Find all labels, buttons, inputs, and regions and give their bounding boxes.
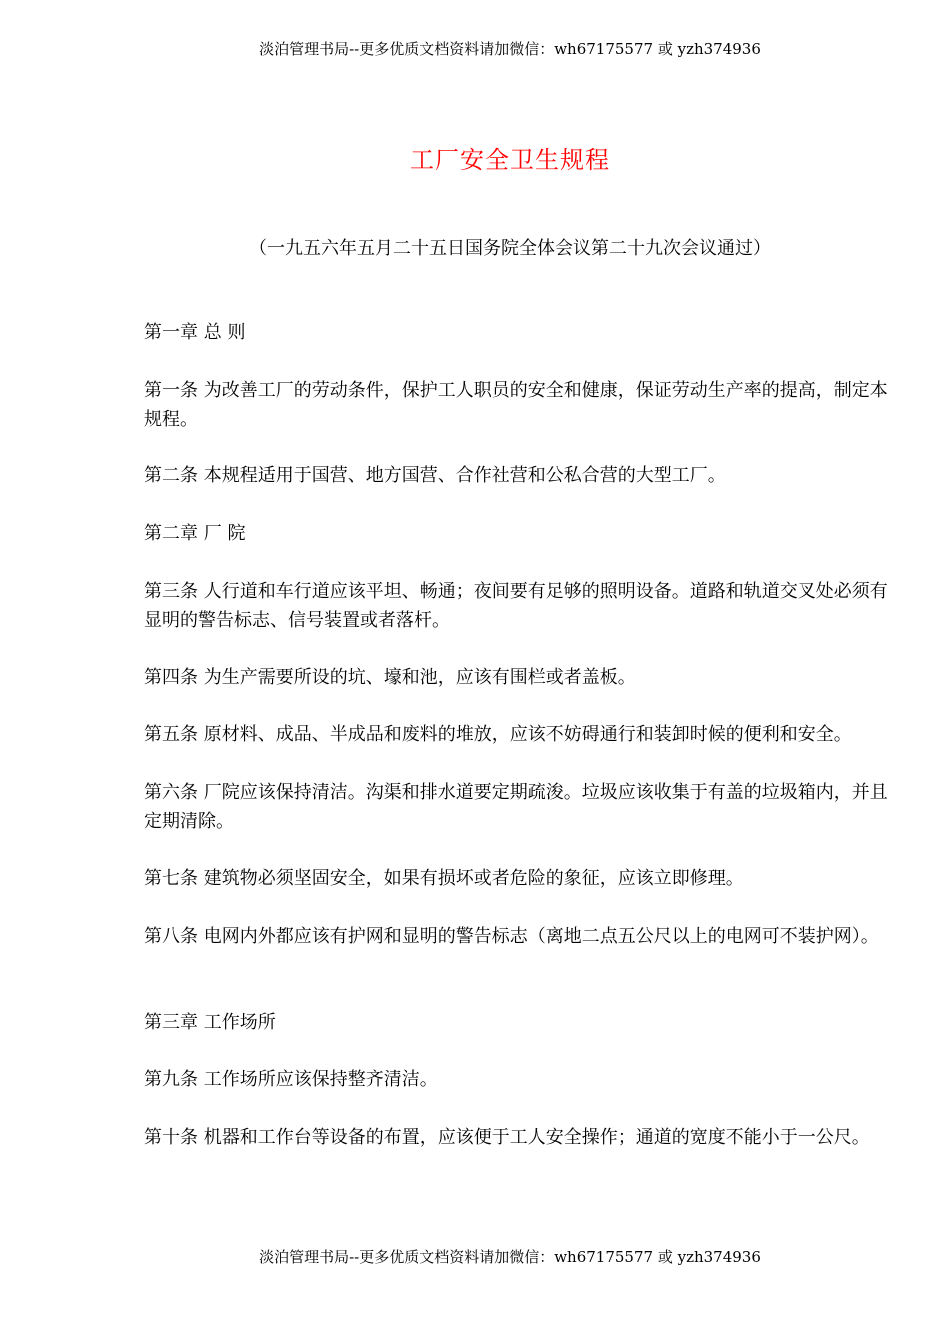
article-3: 第三条 人行道和车行道应该平坦、畅通；夜间要有足够的照明设备。道路和轨道交叉处必须有显明的警告标志、信号装置或者落杆。 <box>144 581 888 631</box>
article-10: 第十条 机器和工作台等设备的布置，应该便于工人安全操作；通道的宽度不能小于一公尺。 <box>144 1127 870 1148</box>
chapter-1-heading: 第一章 总 则 <box>144 322 246 343</box>
article-8: 第八条 电网内外都应该有护网和显明的警告标志（离地二点五公尺以上的电网可不装护网）。 <box>144 926 879 947</box>
document-subtitle: （一九五六年五月二十五日国务院全体会议第二十九次会议通过） <box>249 238 771 259</box>
article-7: 第七条 建筑物必须坚固安全，如果有损坏或者危险的象征，应该立即修理。 <box>144 868 744 889</box>
article-6: 第六条 厂院应该保持清洁。沟渠和排水道要定期疏浚。垃圾应该收集于有盖的垃圾箱内，并且定期清除。 <box>144 782 888 832</box>
page-footer: 淡泊管理书局--更多优质文档资料请加微信：wh67175577 或 yzh374936 <box>259 1248 761 1266</box>
page-header: 淡泊管理书局--更多优质文档资料请加微信：wh67175577 或 yzh374936 <box>259 40 761 58</box>
article-1: 第一条 为改善工厂的劳动条件，保护工人职员的安全和健康，保证劳动生产率的提高，制定本规程。 <box>144 380 888 430</box>
article-2: 第二条 本规程适用于国营、地方国营、合作社营和公私合营的大型工厂。 <box>144 465 726 486</box>
document-title: 工厂安全卫生规程 <box>410 146 610 174</box>
article-4: 第四条 为生产需要所设的坑、壕和池，应该有围栏或者盖板。 <box>144 667 636 688</box>
article-5: 第五条 原材料、成品、半成品和废料的堆放，应该不妨碍通行和装卸时候的便利和安全。 <box>144 724 852 745</box>
article-9: 第九条 工作场所应该保持整齐清洁。 <box>144 1069 438 1090</box>
chapter-2-heading: 第二章 厂 院 <box>144 523 246 544</box>
chapter-3-heading: 第三章 工作场所 <box>144 1012 276 1033</box>
